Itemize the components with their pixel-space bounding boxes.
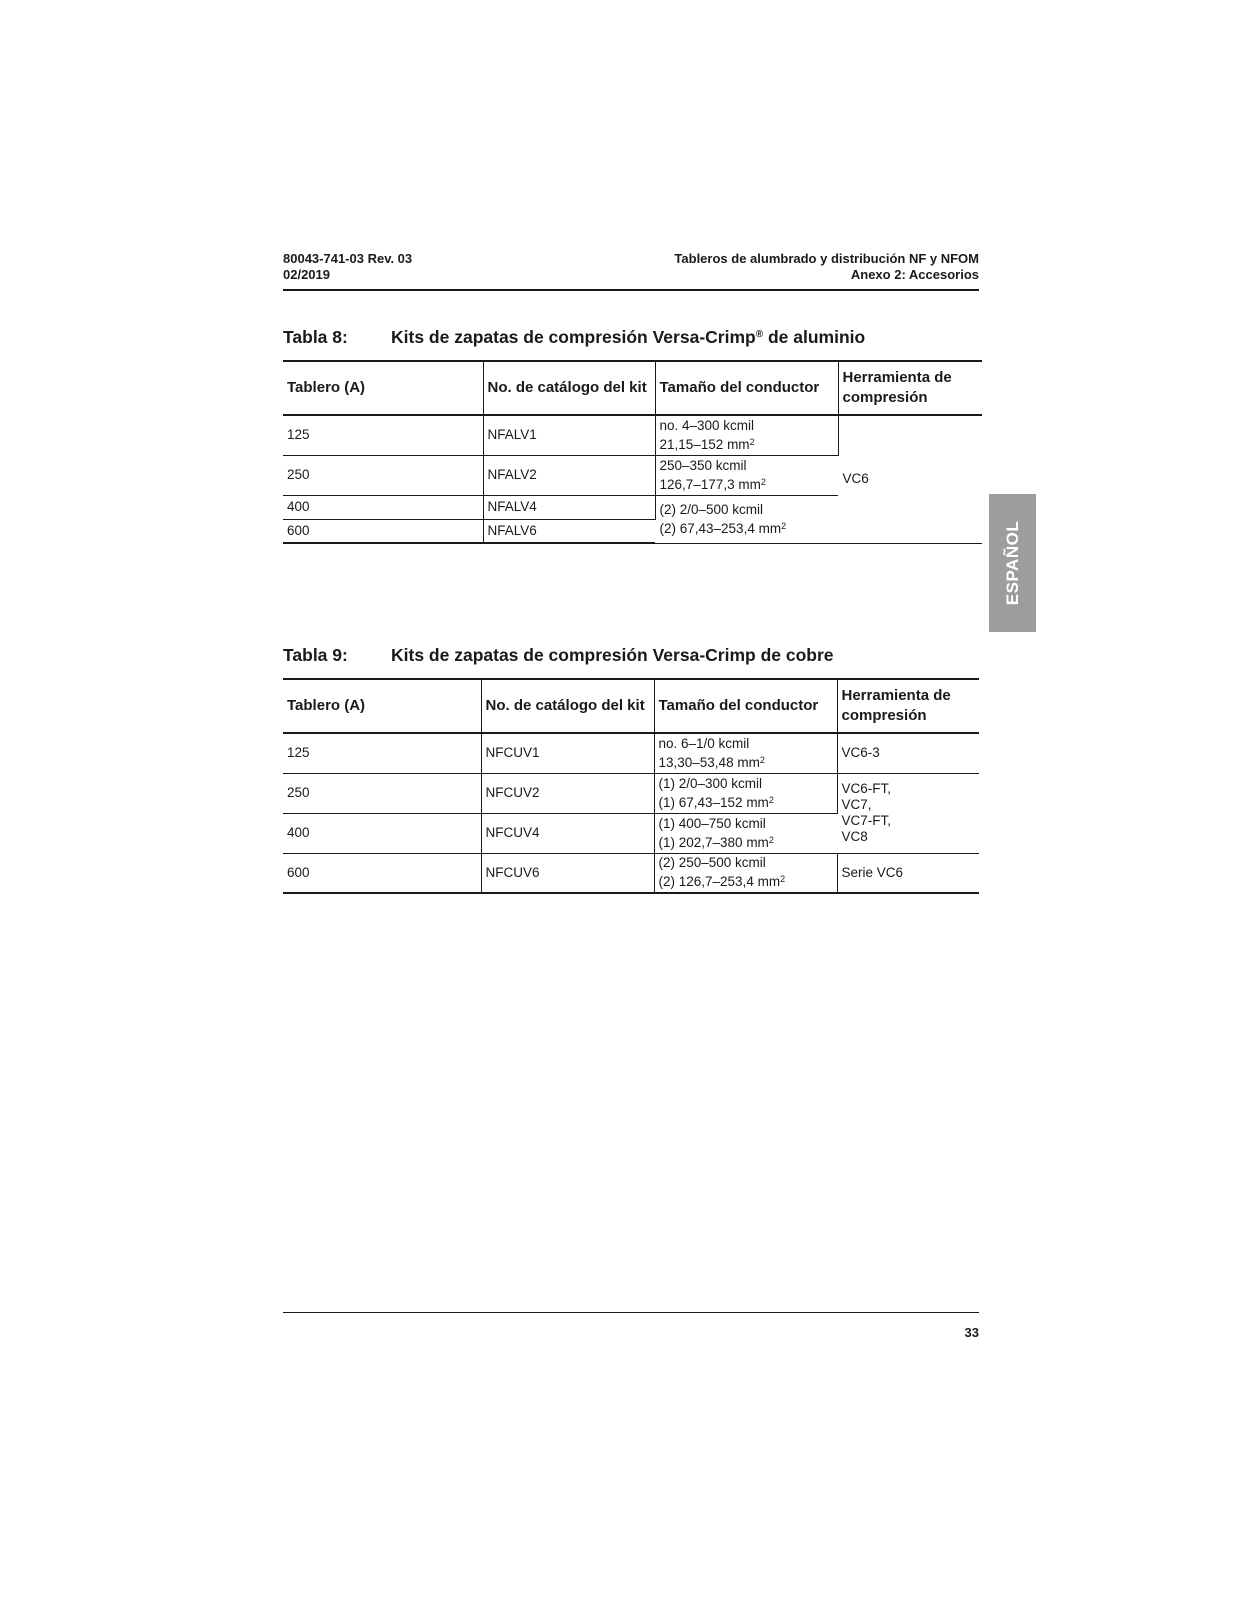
header-left <box>283 251 412 283</box>
tool-line: VC6-FT, <box>841 781 892 796</box>
table8-number: Tabla 8: <box>283 327 348 347</box>
size-mm2 <box>660 434 834 453</box>
size-mm-value: (2) 67,43–253,4 mm <box>659 520 782 536</box>
size-mm-value: 126,7–177,3 mm <box>659 476 761 492</box>
page-number: 33 <box>964 1325 979 1340</box>
superscript: 2 <box>760 476 766 487</box>
header-tool: Herramienta de compresión <box>838 361 982 415</box>
size-mm-value: 21,15–152 mm <box>659 436 750 452</box>
table8-title <box>283 327 865 348</box>
tool-line: VC8 <box>841 829 868 844</box>
table-row <box>283 415 982 455</box>
cell-size <box>654 813 837 853</box>
cell-board: 250 <box>283 455 483 495</box>
header-right <box>674 251 979 283</box>
cell-catalog: NFCUV2 <box>481 773 654 813</box>
cell-board: 400 <box>283 813 481 853</box>
size-mm-value: 13,30–53,48 mm <box>658 754 760 770</box>
size-kcmil: no. 4–300 kcmil <box>659 417 755 433</box>
superscript: 2 <box>768 794 774 805</box>
cell-board: 600 <box>283 853 481 893</box>
size-mm2 <box>659 792 833 811</box>
header-board: Tablero (A) <box>283 679 481 733</box>
language-tab <box>989 494 1036 632</box>
table8-title-end: de aluminio <box>763 327 866 347</box>
cell-catalog: NFCUV6 <box>481 853 654 893</box>
doc-date: 02/2019 <box>283 267 330 282</box>
cell-catalog: NFALV1 <box>483 415 655 455</box>
cell-size <box>654 733 837 773</box>
doc-subtitle: Anexo 2: Accesorios <box>850 267 979 282</box>
table8 <box>283 360 982 544</box>
doc-title: Tableros de alumbrado y distribución NF y NFOM <box>674 251 979 266</box>
cell-tool: Serie VC6 <box>837 853 979 893</box>
size-mm2 <box>659 832 834 851</box>
header-divider <box>283 289 979 291</box>
header-tool: Herramienta de compresión <box>837 679 979 733</box>
cell-size <box>655 415 838 455</box>
cell-tool: VC6-3 <box>837 733 979 773</box>
header-catalog: No. de catálogo del kit <box>483 361 655 415</box>
table-row <box>283 853 979 893</box>
size-mm2 <box>660 474 835 493</box>
size-kcmil: (1) 400–750 kcmil <box>658 815 766 831</box>
language-tab-label: ESPAÑOL <box>1002 520 1022 606</box>
table9-header-row <box>283 679 979 733</box>
cell-board: 600 <box>283 519 483 543</box>
size-kcmil: no. 6–1/0 kcmil <box>658 735 750 751</box>
header-size: Tamaño del conductor <box>654 679 837 733</box>
cell-tool <box>837 773 979 853</box>
cell-board: 125 <box>283 733 481 773</box>
tool-line: VC7-FT, <box>841 813 892 828</box>
superscript: 2 <box>768 834 774 845</box>
cell-catalog: NFALV6 <box>483 519 655 543</box>
header-size: Tamaño del conductor <box>655 361 838 415</box>
size-kcmil: 250–350 kcmil <box>659 457 747 473</box>
size-mm2 <box>660 518 835 537</box>
footer-divider <box>283 1312 979 1313</box>
cell-tool: VC6 <box>838 415 982 543</box>
table9-number: Tabla 9: <box>283 645 348 665</box>
doc-number: 80043-741-03 Rev. 03 <box>283 251 413 266</box>
registered-mark: ® <box>755 329 764 340</box>
size-mm2 <box>659 871 833 890</box>
cell-board: 125 <box>283 415 483 455</box>
cell-catalog: NFALV4 <box>483 495 655 519</box>
cell-size <box>655 455 838 495</box>
cell-size <box>654 853 837 893</box>
size-kcmil: (2) 2/0–500 kcmil <box>659 501 764 517</box>
superscript: 2 <box>780 874 786 885</box>
table-row <box>283 773 979 813</box>
cell-catalog: NFCUV4 <box>481 813 654 853</box>
header-catalog: No. de catálogo del kit <box>481 679 654 733</box>
table9 <box>283 678 979 894</box>
cell-board: 400 <box>283 495 483 519</box>
table-row <box>283 733 979 773</box>
table9-title <box>283 645 834 666</box>
cell-size <box>654 773 837 813</box>
size-kcmil: (2) 250–500 kcmil <box>658 855 766 871</box>
size-mm2 <box>659 752 833 771</box>
table8-header-row <box>283 361 982 415</box>
table9-title-main: Kits de zapatas de compresión Versa-Crimp de cobre <box>391 645 834 665</box>
size-mm-value: (2) 126,7–253,4 mm <box>658 874 781 890</box>
superscript: 2 <box>759 754 765 765</box>
size-kcmil: (1) 2/0–300 kcmil <box>658 775 763 791</box>
size-mm-value: (1) 202,7–380 mm <box>658 834 769 850</box>
header-board: Tablero (A) <box>283 361 483 415</box>
table8-title-main: Kits de zapatas de compresión Versa-Crimp <box>391 327 756 347</box>
cell-board: 250 <box>283 773 481 813</box>
size-mm-value: (1) 67,43–152 mm <box>658 794 769 810</box>
cell-catalog: NFALV2 <box>483 455 655 495</box>
cell-size <box>655 495 838 543</box>
superscript: 2 <box>781 520 787 531</box>
superscript: 2 <box>749 436 755 447</box>
cell-catalog: NFCUV1 <box>481 733 654 773</box>
tool-line: VC7, <box>841 797 872 812</box>
